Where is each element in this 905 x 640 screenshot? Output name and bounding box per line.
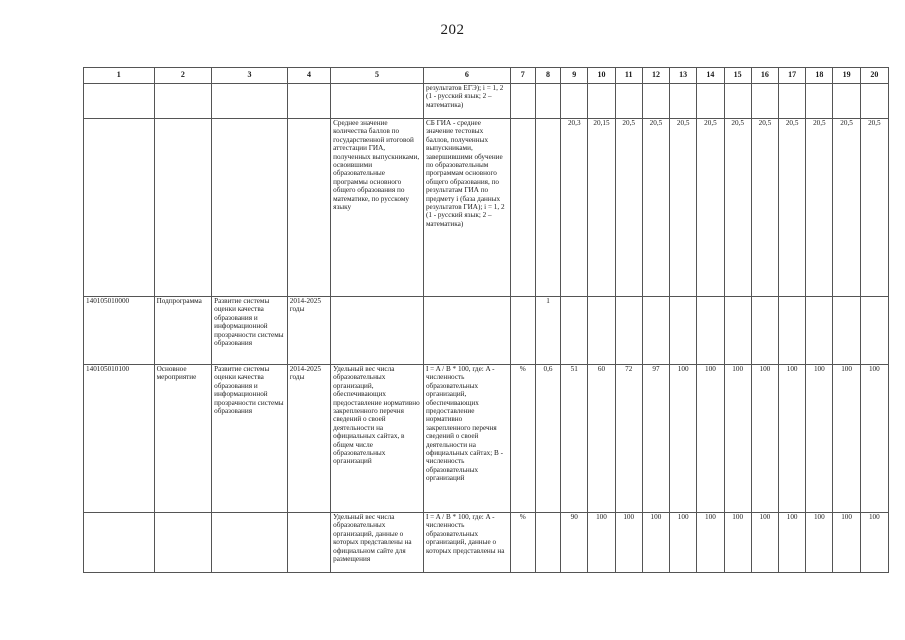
value-cell-col-20: 100 <box>860 513 888 573</box>
value-cell-col-13: 20,5 <box>670 119 697 297</box>
column-header-18: 18 <box>806 68 833 84</box>
value-cell-col-16 <box>751 297 778 365</box>
value-cell-col-13 <box>670 297 697 365</box>
cell-col-1: 140105010000 <box>84 297 155 365</box>
value-cell-col-12: 20,5 <box>642 119 669 297</box>
cell-col-2 <box>154 119 212 297</box>
value-cell-col-10: 20,15 <box>588 119 615 297</box>
cell-col-5 <box>331 297 424 365</box>
cell-col-8 <box>535 84 560 119</box>
cell-col-4 <box>287 84 330 119</box>
cell-col-8: 1 <box>535 297 560 365</box>
column-header-20: 20 <box>860 68 888 84</box>
column-header-17: 17 <box>779 68 806 84</box>
table-row <box>84 297 889 365</box>
cell-col-3: Развитие системы оценки качества образования и информационной прозрачности системы образования <box>212 297 288 365</box>
cell-col-8: 0,6 <box>535 365 560 513</box>
value-cell-col-16: 20,5 <box>751 119 778 297</box>
cell-col-4 <box>287 119 330 297</box>
cell-col-7: % <box>510 513 535 573</box>
column-header-5: 5 <box>331 68 424 84</box>
value-cell-col-17 <box>779 84 806 119</box>
value-cell-col-18 <box>806 297 833 365</box>
column-header-8: 8 <box>535 68 560 84</box>
cell-col-5: Удельный вес числа образовательных организаций, данные о которых представлены на официальном сайте для размещения <box>331 513 424 573</box>
cell-col-6: СБ ГИА - среднее значение тестовых баллов, полученных выпускниками, завершившими обучение по образовательным программам основного общего образования, по результатам ГИА по предмету i (база данных результатов ГИА); i = 1, 2 (1 - русский язык; 2 – математика) <box>423 119 510 297</box>
table-row <box>84 119 889 297</box>
value-cell-col-11 <box>615 297 642 365</box>
cell-col-1 <box>84 119 155 297</box>
cell-col-5: Среднее значение количества баллов по государственной итоговой аттестации ГИА, полученных выпускниками, освоившими образовательные программы основного общего образования по математике, по русскому языку <box>331 119 424 297</box>
value-cell-col-16 <box>751 84 778 119</box>
value-cell-col-19 <box>833 84 860 119</box>
value-cell-col-10: 60 <box>588 365 615 513</box>
column-header-15: 15 <box>724 68 751 84</box>
cell-col-7 <box>510 119 535 297</box>
column-header-6: 6 <box>423 68 510 84</box>
value-cell-col-19: 20,5 <box>833 119 860 297</box>
column-header-1: 1 <box>84 68 155 84</box>
column-header-13: 13 <box>670 68 697 84</box>
table-row <box>84 365 889 513</box>
table-row <box>84 84 889 119</box>
value-cell-col-12: 97 <box>642 365 669 513</box>
cell-col-2: Основное мероприятие <box>154 365 212 513</box>
column-header-11: 11 <box>615 68 642 84</box>
value-cell-col-16: 100 <box>751 513 778 573</box>
value-cell-col-14 <box>697 297 724 365</box>
cell-col-6: результатов ЕГЭ); i = 1, 2 (1 - русский язык; 2 – математика) <box>423 84 510 119</box>
cell-col-2 <box>154 84 212 119</box>
cell-col-7 <box>510 84 535 119</box>
value-cell-col-10: 100 <box>588 513 615 573</box>
value-cell-col-15: 20,5 <box>724 119 751 297</box>
value-cell-col-19 <box>833 297 860 365</box>
value-cell-col-11: 100 <box>615 513 642 573</box>
column-header-19: 19 <box>833 68 860 84</box>
value-cell-col-18: 100 <box>806 365 833 513</box>
value-cell-col-20: 20,5 <box>860 119 888 297</box>
value-cell-col-13 <box>670 84 697 119</box>
value-cell-col-17 <box>779 297 806 365</box>
value-cell-col-9 <box>561 84 588 119</box>
value-cell-col-14: 100 <box>697 513 724 573</box>
cell-col-7: % <box>510 365 535 513</box>
column-header-9: 9 <box>561 68 588 84</box>
column-header-7: 7 <box>510 68 535 84</box>
value-cell-col-18: 100 <box>806 513 833 573</box>
cell-col-6 <box>423 297 510 365</box>
value-cell-col-19: 100 <box>833 513 860 573</box>
header-row <box>84 68 889 84</box>
value-cell-col-12 <box>642 84 669 119</box>
value-cell-col-9 <box>561 297 588 365</box>
cell-col-8 <box>535 119 560 297</box>
value-cell-col-15: 100 <box>724 365 751 513</box>
value-cell-col-17: 100 <box>779 365 806 513</box>
value-cell-col-18: 20,5 <box>806 119 833 297</box>
value-cell-col-20: 100 <box>860 365 888 513</box>
table-row <box>84 513 889 573</box>
value-cell-col-13: 100 <box>670 513 697 573</box>
value-cell-col-15 <box>724 84 751 119</box>
cell-col-3: Развитие системы оценки качества образования и информационной прозрачности системы образования <box>212 365 288 513</box>
value-cell-col-9: 20,3 <box>561 119 588 297</box>
column-header-2: 2 <box>154 68 212 84</box>
value-cell-col-12 <box>642 297 669 365</box>
cell-col-3 <box>212 513 288 573</box>
value-cell-col-18 <box>806 84 833 119</box>
value-cell-col-14 <box>697 84 724 119</box>
value-cell-col-17: 20,5 <box>779 119 806 297</box>
cell-col-4: 2014-2025 годы <box>287 297 330 365</box>
value-cell-col-15: 100 <box>724 513 751 573</box>
cell-col-1: 140105010100 <box>84 365 155 513</box>
column-header-14: 14 <box>697 68 724 84</box>
cell-col-3 <box>212 119 288 297</box>
value-cell-col-10 <box>588 297 615 365</box>
cell-col-8 <box>535 513 560 573</box>
cell-col-6: I = A / B * 100, где: A - численность образовательных организаций, данные о которых представлены на <box>423 513 510 573</box>
cell-col-6: I = A / B * 100, где: A - численность образовательных организаций, обеспечивающих предоставление нормативно закрепленного перечня сведений о своей деятельности на официальных сайтах; B - численность образовательных организаций <box>423 365 510 513</box>
cell-col-4: 2014-2025 годы <box>287 365 330 513</box>
value-cell-col-14: 100 <box>697 365 724 513</box>
column-header-3: 3 <box>212 68 288 84</box>
column-header-10: 10 <box>588 68 615 84</box>
column-header-16: 16 <box>751 68 778 84</box>
value-cell-col-10 <box>588 84 615 119</box>
value-cell-col-11: 20,5 <box>615 119 642 297</box>
cell-col-3 <box>212 84 288 119</box>
value-cell-col-19: 100 <box>833 365 860 513</box>
cell-col-2 <box>154 513 212 573</box>
value-cell-col-16: 100 <box>751 365 778 513</box>
cell-col-4 <box>287 513 330 573</box>
value-cell-col-11: 72 <box>615 365 642 513</box>
page-number: 202 <box>440 22 465 38</box>
value-cell-col-9: 51 <box>561 365 588 513</box>
cell-col-7 <box>510 297 535 365</box>
value-cell-col-11 <box>615 84 642 119</box>
value-cell-col-20 <box>860 84 888 119</box>
value-cell-col-20 <box>860 297 888 365</box>
value-cell-col-14: 20,5 <box>697 119 724 297</box>
value-cell-col-17: 100 <box>779 513 806 573</box>
column-header-4: 4 <box>287 68 330 84</box>
value-cell-col-15 <box>724 297 751 365</box>
value-cell-col-12: 100 <box>642 513 669 573</box>
cell-col-2: Подпрограмма <box>154 297 212 365</box>
cell-col-1 <box>84 513 155 573</box>
value-cell-col-9: 90 <box>561 513 588 573</box>
cell-col-5: Удельный вес числа образовательных организаций, обеспечивающих предоставление нормативно закрепленного перечня сведений о своей деятельности на официальных сайтах, в общем числе образовательных организаций <box>331 365 424 513</box>
indicators-table <box>83 67 889 573</box>
cell-col-5 <box>331 84 424 119</box>
column-header-12: 12 <box>642 68 669 84</box>
cell-col-1 <box>84 84 155 119</box>
value-cell-col-13: 100 <box>670 365 697 513</box>
